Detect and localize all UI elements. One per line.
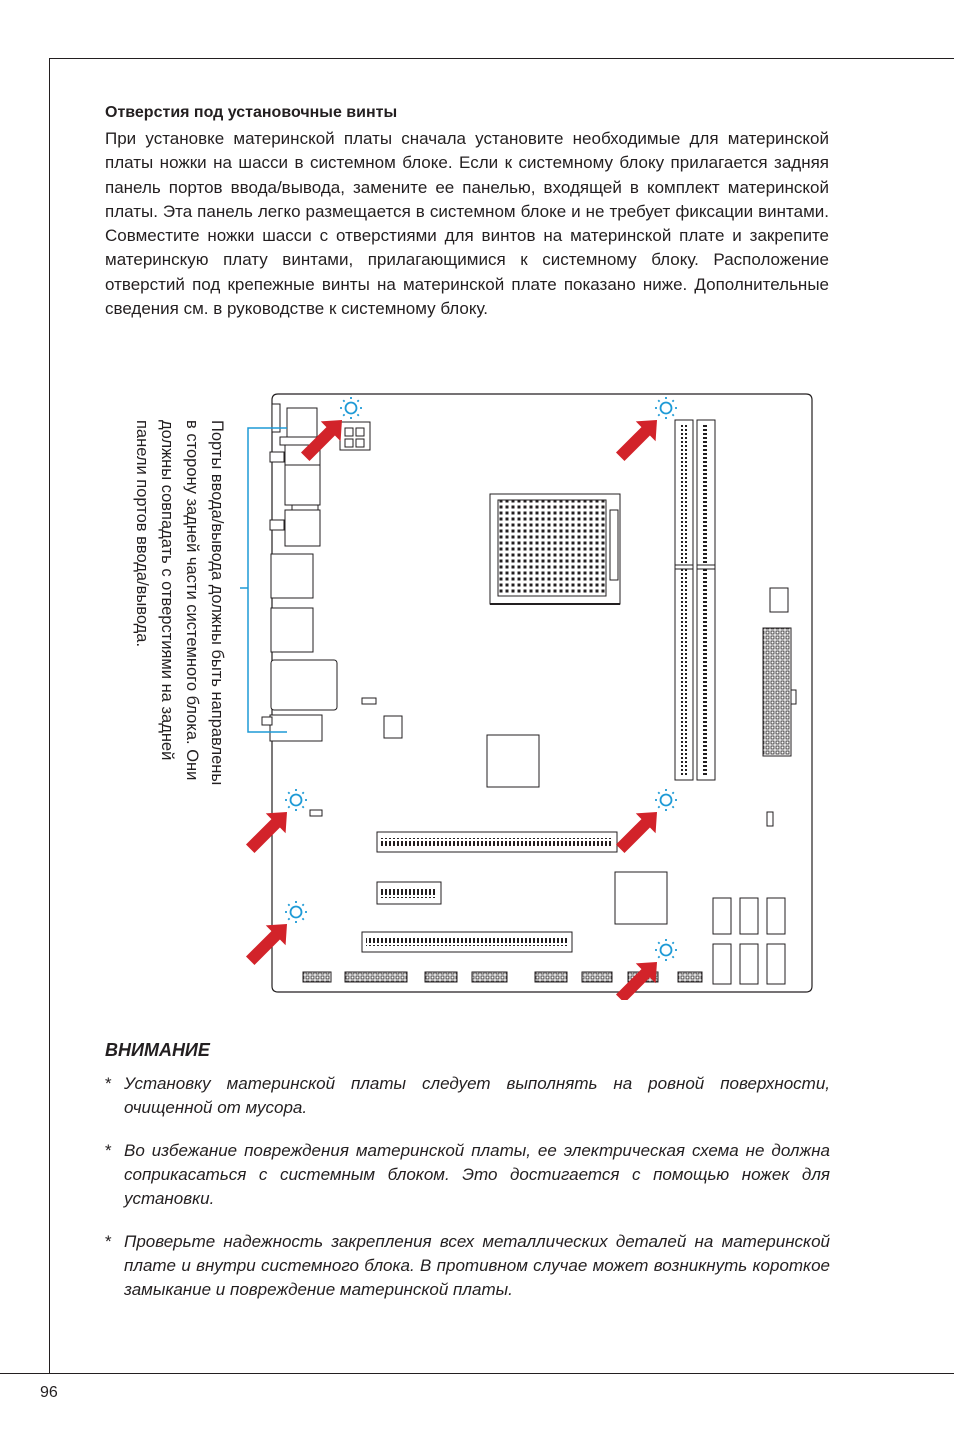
diagram-note [124,420,229,890]
warning-list [105,1072,830,1321]
warning-bullet: * [105,1074,112,1093]
motherboard-diagram [240,390,820,1000]
warning-bullet: * [105,1141,112,1160]
diagram-note-line: должны совпадать с отверстиями на задней [158,420,176,761]
atx-power-24pin [763,588,796,756]
warning-item-text: Установку материнской платы следует выполнять на ровной поверхности, очищенной от мусора. [124,1074,830,1117]
page-frame-left-rule [49,58,50,1373]
warning-title: ВНИМАНИЕ [105,1040,210,1060]
expansion-slots [362,832,617,952]
warning-item [105,1230,830,1302]
sata-connectors [713,898,785,984]
section-title: Отверстия под установочные винты [105,104,398,121]
cpu-socket [490,494,620,604]
warning-item [105,1072,830,1120]
page-number: 96 [40,1384,58,1401]
diagram-note-line: панели портов ввода/вывода. [133,420,151,648]
warning-item-text: Во избежание повреждения материнской платы, ее электрическая схема не должна соприкасаться с системным блоком. Это достигается с помощью ножек для установки. [124,1141,830,1208]
diagram-note-line: в сторону задней части системного блока. Они [183,420,201,781]
page-frame-top-rule [49,58,954,59]
diagram-note-line: Порты ввода/вывода должны быть направлены [208,420,226,786]
warning-item [105,1139,830,1211]
atx-power-4pin [340,422,370,450]
section-body: При установке материнской платы сначала установите необходимые для материнской платы ножки на шасси в системном блоке. Если к системному блоку прилагается задняя панель портов ввода/вывода, замените ее панелью, входящей в комплект материнской платы. Эта панель легко размещается в системном блоке и не требует фиксации винтами. Совместите ножки шасси с отверстиями для винтов на материнской плате и закрепите материнскую плату винтами, прилагающимися к системному блоку. Расположение отверстий под крепежные винты на материнской плате показано ниже. Дополнительные сведения см. в руководстве к системному блоку. [105,129,829,319]
dimm-slots [675,420,715,780]
warning-bullet: * [105,1232,112,1251]
page-frame-bottom-rule [0,1373,954,1374]
io-ports [262,404,337,741]
warning-item-text: Проверьте надежность закрепления всех металлических деталей на материнской плате и внутри системного блока. В противном случае может возникнуть короткое замыкание и повреждение материнской платы. [124,1232,830,1299]
